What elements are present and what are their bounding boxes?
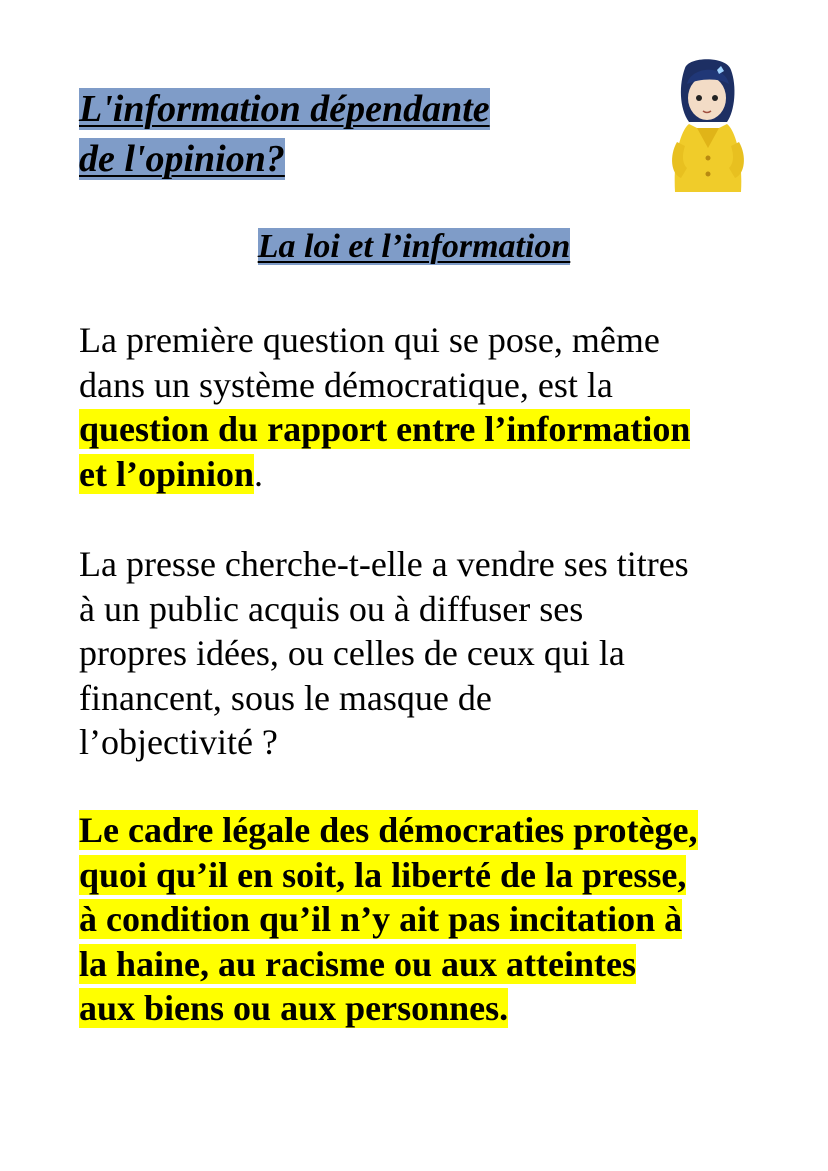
paragraph-3-line: Le cadre légale des démocraties protège, — [79, 810, 698, 850]
paragraph-1-highlight-line-2: et l’opinion — [79, 453, 255, 494]
section-subtitle — [0, 225, 828, 269]
paragraph-1-tail: . — [254, 453, 264, 494]
page-title — [79, 84, 490, 184]
girl-yellow-raincoat-icon — [667, 56, 749, 198]
paragraph-2-line: financent, sous le masque de — [79, 677, 492, 718]
paragraph-1-line-2: dans un système démocratique, est la — [79, 364, 613, 405]
paragraph-2-line: à un public acquis ou à diffuser ses — [79, 588, 584, 629]
title-line-2: de l'opinion? — [79, 138, 285, 180]
paragraph-1-line-1: La première question qui se pose, même — [79, 320, 660, 360]
paragraph-2-line: La presse cherche-t-elle a vendre ses titres — [79, 544, 689, 584]
subtitle-text: La loi et l’information — [257, 228, 571, 265]
paragraph-3 — [79, 808, 779, 1031]
paragraph-2-line: l’objectivité ? — [79, 722, 278, 762]
paragraph-2 — [79, 542, 779, 765]
paragraph-1 — [79, 318, 779, 496]
paragraph-1-highlight-line-1: question du rapport entre l’information — [79, 409, 691, 449]
title-line-1: L'information dépendante — [79, 88, 490, 130]
paragraph-2-line: propres idées, ou celles de ceux qui la — [79, 633, 625, 673]
paragraph-3-line: à condition qu’il n’y ait pas incitation à — [79, 899, 683, 939]
paragraph-3-line: la haine, au racisme ou aux atteintes — [79, 943, 636, 984]
paragraph-3-line: aux biens ou aux personnes. — [79, 988, 509, 1028]
paragraph-3-line: quoi qu’il en soit, la liberté de la presse, — [79, 854, 687, 895]
